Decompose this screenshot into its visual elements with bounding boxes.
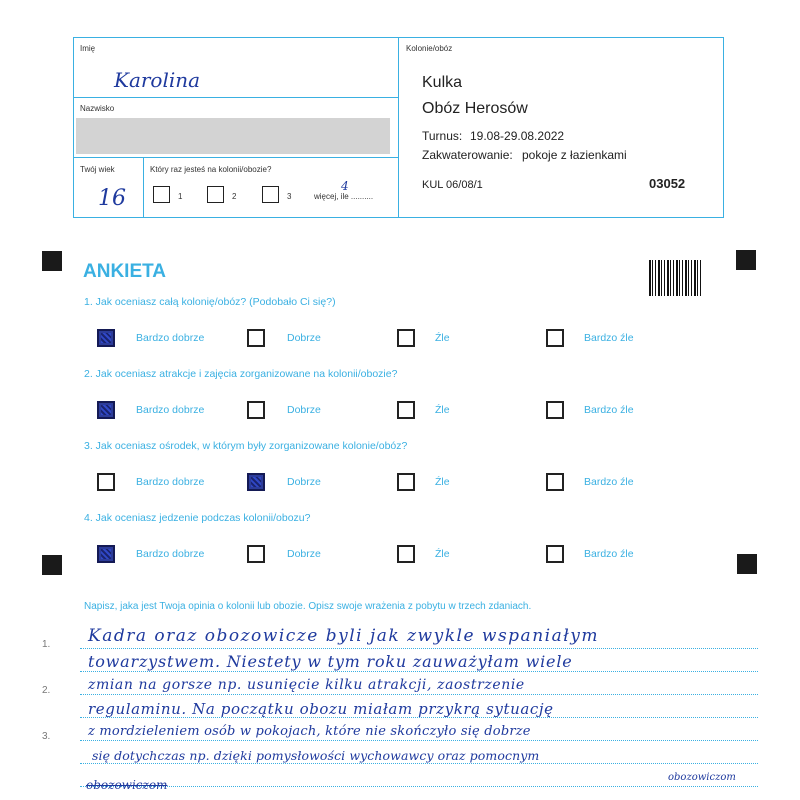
visit-2-checkbox[interactable]	[207, 186, 224, 203]
opinion-handwriting-6[interactable]: się dotychczas np. dzięki pomysłowości wychowawcy oraz pomocnym	[92, 748, 540, 763]
q2-label-dobrze: Dobrze	[287, 404, 321, 416]
q3-label-bardzo-dobrze: Bardzo dobrze	[136, 476, 205, 488]
camp-code: KUL 06/08/1	[422, 179, 483, 191]
opinion-line-2	[80, 671, 758, 672]
imie-label: Imię	[80, 44, 96, 53]
opinion-handwriting-2[interactable]: towarzystwem. Niestety w tym roku zauważyłam wiele	[88, 652, 573, 671]
q4-label-bardzo-zle: Bardzo źle	[584, 548, 634, 560]
q3-label-dobrze: Dobrze	[287, 476, 321, 488]
registration-marker-tl	[42, 251, 62, 271]
visit-3-label: 3	[287, 192, 292, 201]
q3-checkbox-bardzo-zle[interactable]	[546, 473, 564, 491]
header-divider-1	[73, 97, 399, 98]
opinion-handwriting-crossed[interactable]: obozowiczom	[86, 778, 168, 792]
nazwisko-redacted	[76, 118, 390, 154]
q3-checkbox-bardzo-dobrze[interactable]	[97, 473, 115, 491]
q2-checkbox-bardzo-zle[interactable]	[546, 401, 564, 419]
kolonie-label: Kolonie/obóz	[406, 44, 453, 53]
header-divider-vertical	[398, 37, 399, 218]
wiecej-label: więcej, ile ..........	[314, 192, 374, 201]
question-3: 3. Jak oceniasz ośrodek, w którym były zorganizowane kolonie/obóz?	[84, 440, 408, 452]
q2-label-zle: Źle	[435, 404, 450, 416]
wiek-label: Twój wiek	[80, 165, 115, 174]
opinion-handwriting-4[interactable]: regulaminu. Na początku obozu miałam przykrą sytuację	[88, 700, 554, 718]
opinion-handwriting-7[interactable]: obozowiczom	[668, 772, 736, 783]
opinion-prompt: Napisz, jaka jest Twoja opinia o kolonii lub obozie. Opisz swoje wrażenia z pobytu w trzech zdaniach.	[84, 601, 532, 612]
q2-label-bardzo-zle: Bardzo źle	[584, 404, 634, 416]
opinion-line-7	[80, 786, 758, 787]
registration-marker-tr	[736, 250, 756, 270]
visit-3-checkbox[interactable]	[262, 186, 279, 203]
opinion-handwriting-3[interactable]: zmian na gorsze np. usunięcie kilku atrakcji, zaostrzenie	[88, 677, 525, 693]
q4-label-bardzo-dobrze: Bardzo dobrze	[136, 548, 205, 560]
registration-marker-bl	[42, 555, 62, 575]
q1-checkbox-zle[interactable]	[397, 329, 415, 347]
q4-label-dobrze: Dobrze	[287, 548, 321, 560]
q4-checkbox-bardzo-zle[interactable]	[546, 545, 564, 563]
line-number-1: 1.	[42, 639, 51, 650]
q1-label-zle: Źle	[435, 332, 450, 344]
visit-2-label: 2	[232, 192, 237, 201]
visit-1-label: 1	[178, 192, 183, 201]
nazwisko-label: Nazwisko	[80, 104, 115, 113]
line-number-3: 3.	[42, 731, 51, 742]
wiecej-value[interactable]: 4	[341, 179, 349, 193]
form-number: 03052	[649, 176, 686, 191]
q1-label-bardzo-zle: Bardzo źle	[584, 332, 634, 344]
turnus-label: Turnus:	[422, 129, 463, 143]
opinion-handwriting-5[interactable]: z mordzieleniem osób w pokojach, które nie skończyło się dobrze	[88, 724, 531, 739]
q4-checkbox-dobrze[interactable]	[247, 545, 265, 563]
line-number-2: 2.	[42, 685, 51, 696]
opinion-line-6	[80, 763, 758, 764]
survey-title: ANKIETA	[83, 261, 167, 282]
q2-label-bardzo-dobrze: Bardzo dobrze	[136, 404, 205, 416]
barcode	[649, 260, 703, 296]
zakw-value: pokoje z łazienkami	[522, 148, 627, 162]
question-4: 4. Jak oceniasz jedzenie podczas kolonii/obozu?	[84, 512, 311, 524]
opinion-handwriting-1[interactable]: Kadra oraz obozowicze byli jak zwykle wspaniałym	[88, 626, 599, 646]
q1-checkbox-bardzo-zle[interactable]	[546, 329, 564, 347]
q3-label-bardzo-zle: Bardzo źle	[584, 476, 634, 488]
q2-checkbox-bardzo-dobrze[interactable]	[97, 401, 115, 419]
header-divider-2	[73, 157, 399, 158]
q4-checkbox-bardzo-dobrze[interactable]	[97, 545, 115, 563]
q1-checkbox-dobrze[interactable]	[247, 329, 265, 347]
opinion-line-5	[80, 740, 758, 741]
q2-checkbox-zle[interactable]	[397, 401, 415, 419]
turnus-value: 19.08-29.08.2022	[470, 129, 565, 143]
imie-value[interactable]: Karolina	[114, 68, 201, 92]
camp-title: Obóz Herosów	[422, 100, 528, 117]
visit-1-checkbox[interactable]	[153, 186, 170, 203]
question-2: 2. Jak oceniasz atrakcje i zajęcia zorganizowane na kolonii/obozie?	[84, 368, 398, 380]
registration-marker-br	[737, 554, 757, 574]
q1-label-dobrze: Dobrze	[287, 332, 321, 344]
wiek-value[interactable]: 16	[98, 186, 126, 211]
q3-checkbox-dobrze[interactable]	[247, 473, 265, 491]
q1-label-bardzo-dobrze: Bardzo dobrze	[136, 332, 205, 344]
q4-label-zle: Źle	[435, 548, 450, 560]
q2-checkbox-dobrze[interactable]	[247, 401, 265, 419]
header-divider-3	[143, 157, 144, 218]
q1-checkbox-bardzo-dobrze[interactable]	[97, 329, 115, 347]
camp-name: Kulka	[422, 74, 463, 91]
opinion-line-1	[80, 648, 758, 649]
q4-checkbox-zle[interactable]	[397, 545, 415, 563]
opinion-line-3	[80, 694, 758, 695]
zakw-label: Zakwaterowanie:	[422, 148, 513, 162]
question-1: 1. Jak oceniasz całą kolonię/obóz? (Podobało Ci się?)	[84, 296, 336, 308]
q3-label-zle: Źle	[435, 476, 450, 488]
ktory-raz-label: Który raz jesteś na kolonii/obozie?	[150, 165, 272, 174]
q3-checkbox-zle[interactable]	[397, 473, 415, 491]
